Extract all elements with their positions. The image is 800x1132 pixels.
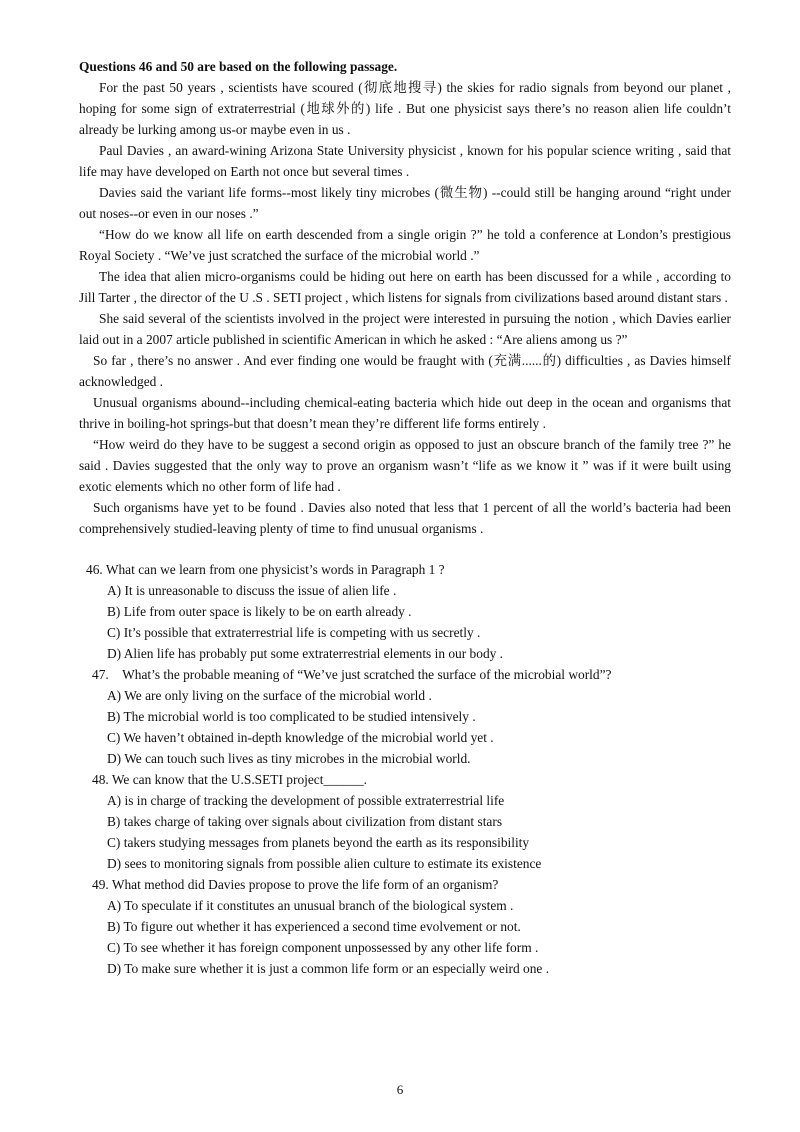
answer-option-d: D) We can touch such lives as tiny microbes in the microbial world.	[107, 751, 471, 766]
answer-option-d: D) sees to monitoring signals from possible alien culture to estimate its existence	[107, 856, 542, 871]
question-stem: 46. What can we learn from one physicist’s words in Paragraph 1 ?	[86, 562, 445, 577]
question-list	[79, 559, 731, 979]
question-48	[79, 769, 731, 874]
passage-paragraph: “How do we know all life on earth descended from a single origin ?” he told a conference at London’s prestigious Royal Society . “We’ve just scratched the surface of the microbial world .”	[79, 227, 731, 263]
question-stem: 47. What’s the probable meaning of “We’ve just scratched the surface of the microbial world”?	[92, 667, 612, 682]
passage-paragraph: For the past 50 years , scientists have scoured (彻底地搜寻) the skies for radio signals from beyond our planet , hoping for some sign of extraterrestrial (地球外的) life . But one physicist says there’s no reason alien life couldn’t already be lurking among us-or maybe even in us .	[79, 80, 731, 137]
answer-option-a: A) It is unreasonable to discuss the issue of alien life .	[107, 583, 397, 598]
question-stem: 49. What method did Davies propose to prove the life form of an organism?	[92, 877, 499, 892]
answer-option-c: C) To see whether it has foreign component unpossessed by any other life form .	[107, 940, 539, 955]
question-49	[79, 874, 731, 979]
question-stem: 48. We can know that the U.S.SETI project______.	[92, 772, 367, 787]
passage-paragraph: Such organisms have yet to be found . Davies also noted that less that 1 percent of all the world’s bacteria had been comprehensively studied-leaving plenty of time to find unusual organisms .	[79, 500, 731, 536]
answer-option-b: B) The microbial world is too complicated to be studied intensively .	[107, 709, 476, 724]
passage-paragraph: Davies said the variant life forms--most likely tiny microbes (微生物) --could still be hanging around “right under out noses--or even in our noses .”	[79, 185, 731, 221]
passage-paragraph: “How weird do they have to be suggest a second origin as opposed to just an obscure branch of the family tree ?” he said . Davies suggested that the only way to prove an organism wasn’t “life as we know it ” was if it were built using exotic elements which no other form of life had .	[79, 437, 731, 494]
question-47	[79, 664, 731, 769]
answer-option-a: A) To speculate if it constitutes an unusual branch of the biological system .	[107, 898, 514, 913]
answer-option-d: D) To make sure whether it is just a common life form or an especially weird one .	[107, 961, 550, 976]
passage-paragraph: Paul Davies , an award-wining Arizona State University physicist , known for his popular science writing , said that life may have developed on Earth not once but several times .	[79, 143, 731, 179]
answer-option-b: B) Life from outer space is likely to be on earth already .	[107, 604, 412, 619]
passage-paragraph: Unusual organisms abound--including chemical-eating bacteria which hide out deep in the ocean and organisms that thrive in boiling-hot springs-but that doesn’t mean they’re different life forms entirely .	[79, 395, 731, 431]
passage-paragraph: So far , there’s no answer . And ever finding one would be fraught with (充满......的) difficulties , as Davies himself acknowledged .	[79, 353, 731, 389]
answer-option-c: C) We haven’t obtained in-depth knowledge of the microbial world yet .	[107, 730, 494, 745]
passage-heading: Questions 46 and 50 are based on the following passage.	[79, 59, 398, 74]
question-46	[79, 559, 731, 664]
answer-option-b: B) To figure out whether it has experienced a second time evolvement or not.	[107, 919, 521, 934]
answer-option-a: A) We are only living on the surface of the microbial world .	[107, 688, 432, 703]
answer-option-c: C) takers studying messages from planets beyond the earth as its responsibility	[107, 835, 530, 850]
answer-option-c: C) It’s possible that extraterrestrial life is competing with us secretly .	[107, 625, 481, 640]
answer-option-b: B) takes charge of taking over signals about civilization from distant stars	[107, 814, 503, 829]
passage-paragraph: She said several of the scientists involved in the project were interested in pursuing the notion , which Davies earlier laid out in a 2007 article published in scientific American in which he asked : “Are aliens among us ?”	[79, 311, 731, 347]
passage-paragraph: The idea that alien micro-organisms could be hiding out here on earth has been discussed for a while , according to Jill Tarter , the director of the U .S . SETI project , which listens for signals from civilizations based around distant stars .	[79, 269, 731, 305]
answer-option-d: D) Alien life has probably put some extraterrestrial elements in our body .	[107, 646, 504, 661]
answer-option-a: A) is in charge of tracking the development of possible extraterrestrial life	[107, 793, 505, 808]
document-page	[79, 56, 731, 979]
page-number: 6	[396, 1082, 404, 1097]
reading-passage	[79, 77, 731, 539]
